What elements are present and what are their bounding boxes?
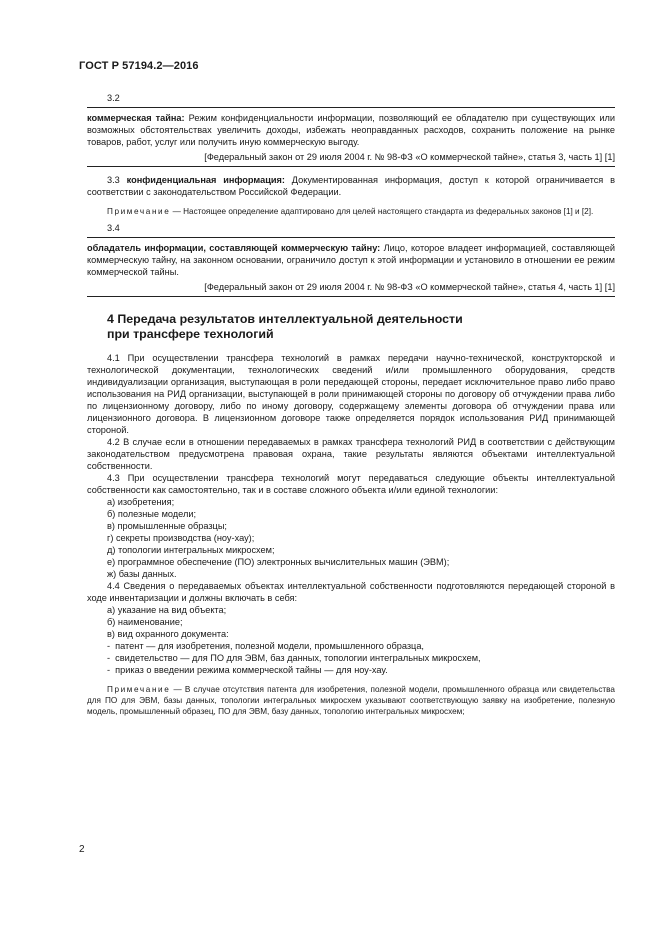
dash-item-text: приказ о введении режима коммерческой тайны — для ноу-хау. xyxy=(115,665,388,675)
list-item: ж) базы данных. xyxy=(107,569,177,579)
paragraph-4-3: 4.3 При осуществлении трансфера технологий могут передаваться следующие объекты интеллектуальной собственности как самостоятельно, так и в составе сложного объекта и/или единой технологии: xyxy=(87,473,615,495)
page-number: 2 xyxy=(79,844,85,855)
list-item: а) изобретения; xyxy=(107,497,175,507)
section-4-title-line1: 4 Передача результатов интеллектуальной деятельности xyxy=(107,312,463,326)
dash-item-text: свидетельство — для ПО для ЭВМ, баз данных, топологии интегральных микросхем, xyxy=(115,653,481,663)
list-item: е) программное обеспечение (ПО) электронных вычислительных машин (ЭВМ); xyxy=(107,557,450,567)
term-name-3-4: обладатель информации, составляющей коммерческую тайну: xyxy=(87,243,381,253)
section-4-title xyxy=(107,312,615,342)
term-number-3-3: 3.3 xyxy=(107,175,120,185)
note-text: — Настоящее определение адаптировано для целей настоящего стандарта из федеральных законов [1] и [2]. xyxy=(170,207,594,216)
term-box-3-2 xyxy=(87,107,615,167)
dash-list-item: - патент — для изобретения, полезной модели, промышленного образца, xyxy=(107,641,424,651)
paragraph-4-2: 4.2 В случае если в отношении передаваемых в рамках трансфера технологий РИД в соответствии с действующим законодательством предусмотрена правовая охрана, такие результаты являются объектами интеллектуальной собственности. xyxy=(87,437,615,471)
list-item: д) топологии интегральных микросхем; xyxy=(107,545,275,555)
paragraph-4-1: 4.1 При осуществлении трансфера технологий в рамках передачи научно-технической, конструкторской и технологической документации, технологических сведений и/или промышленного оборудования, средств индивидуализации организация, выступающая в роли передающей стороны, передает исключительное право либо право использования на РИД организации, выступающей в роли принимающей стороны по договору об отчуждении права либо по лицензионному договору, либо по иному договору, содержащему элементы договора об отчуждении права или лицензионного договора. В лицензионном договоре также определяется порядок использования РИД принимающей стороной. xyxy=(87,353,615,435)
term-name-3-2: коммерческая тайна: xyxy=(87,113,185,123)
note-label: Примечание xyxy=(107,207,171,216)
term-source-3-2: [Федеральный закон от 29 июля 2004 г. № 98-ФЗ «О коммерческой тайне», статья 3, часть 1] [1] xyxy=(204,152,615,162)
term-definition-3-4 xyxy=(87,242,615,278)
term-text-3-2: Режим конфиденциальности информации, позволяющий ее обладателю при существующих или возможных обстоятельствах увеличить доходы, избежать неоправданных расходов, сохранить положение на рынке товаров, работ, услуг или получить иную коммерческую выгоду. xyxy=(87,113,615,147)
term-number-3-4: 3.4 xyxy=(107,223,120,233)
term-number-3-2: 3.2 xyxy=(107,93,120,103)
term-text-3-3: Документированная информация, доступ к которой ограничивается в соответствии с законодательством Российской Федерации. xyxy=(87,175,615,197)
term-source-3-4: [Федеральный закон от 29 июля 2004 г. № 98-ФЗ «О коммерческой тайне», статья 4, часть 1] [1] xyxy=(204,282,615,292)
list-item: б) полезные модели; xyxy=(107,509,197,519)
note-text: — В случае отсутствия патента для изобретения, полезной модели, промышленного образца или свидетельства для ПО для ЭВМ, базы данных, топологии интегральных микросхем указывают соответствующую заявку на изобретение, полезную модель, промышленный образец, ПО для ЭВМ, базу данных, топологию интегральных микросхем; xyxy=(87,685,615,716)
note-3-3 xyxy=(87,206,615,217)
list-item: в) промышленные образцы; xyxy=(107,521,227,531)
note-4-4 xyxy=(87,684,615,717)
document-header: ГОСТ Р 57194.2—2016 xyxy=(79,60,199,72)
term-definition-3-3 xyxy=(87,174,615,198)
list-item: в) вид охранного документа: xyxy=(107,629,229,639)
dash-item-text: патент — для изобретения, полезной модели, промышленного образца, xyxy=(115,641,424,651)
note-label: Примечание xyxy=(107,685,171,694)
paragraph-4-4: 4.4 Сведения о передаваемых объектах интеллектуальной собственности подготовляются передающей стороной в ходе инвентаризации и должны включать в себя: xyxy=(87,581,615,603)
term-name-3-3: конфиденциальная информация: xyxy=(126,175,285,185)
term-text-3-4: Лицо, которое владеет информацией, составляющей коммерческую тайну, на законном основании, ограничило доступ к этой информации и установило в отношении ее режим коммерческой тайны. xyxy=(87,243,616,277)
list-item: г) секреты производства (ноу-хау); xyxy=(107,533,255,543)
dash-list-item: - приказ о введении режима коммерческой тайны — для ноу-хау. xyxy=(107,665,388,675)
section-4-title-line2: при трансфере технологий xyxy=(107,327,274,341)
page-content xyxy=(87,92,615,722)
term-definition-3-2 xyxy=(87,112,615,148)
term-box-3-4 xyxy=(87,237,615,297)
list-item: б) наименование; xyxy=(107,617,183,627)
list-item: а) указание на вид объекта; xyxy=(107,605,227,615)
dash-list-item: - свидетельство — для ПО для ЭВМ, баз данных, топологии интегральных микросхем, xyxy=(107,653,481,663)
